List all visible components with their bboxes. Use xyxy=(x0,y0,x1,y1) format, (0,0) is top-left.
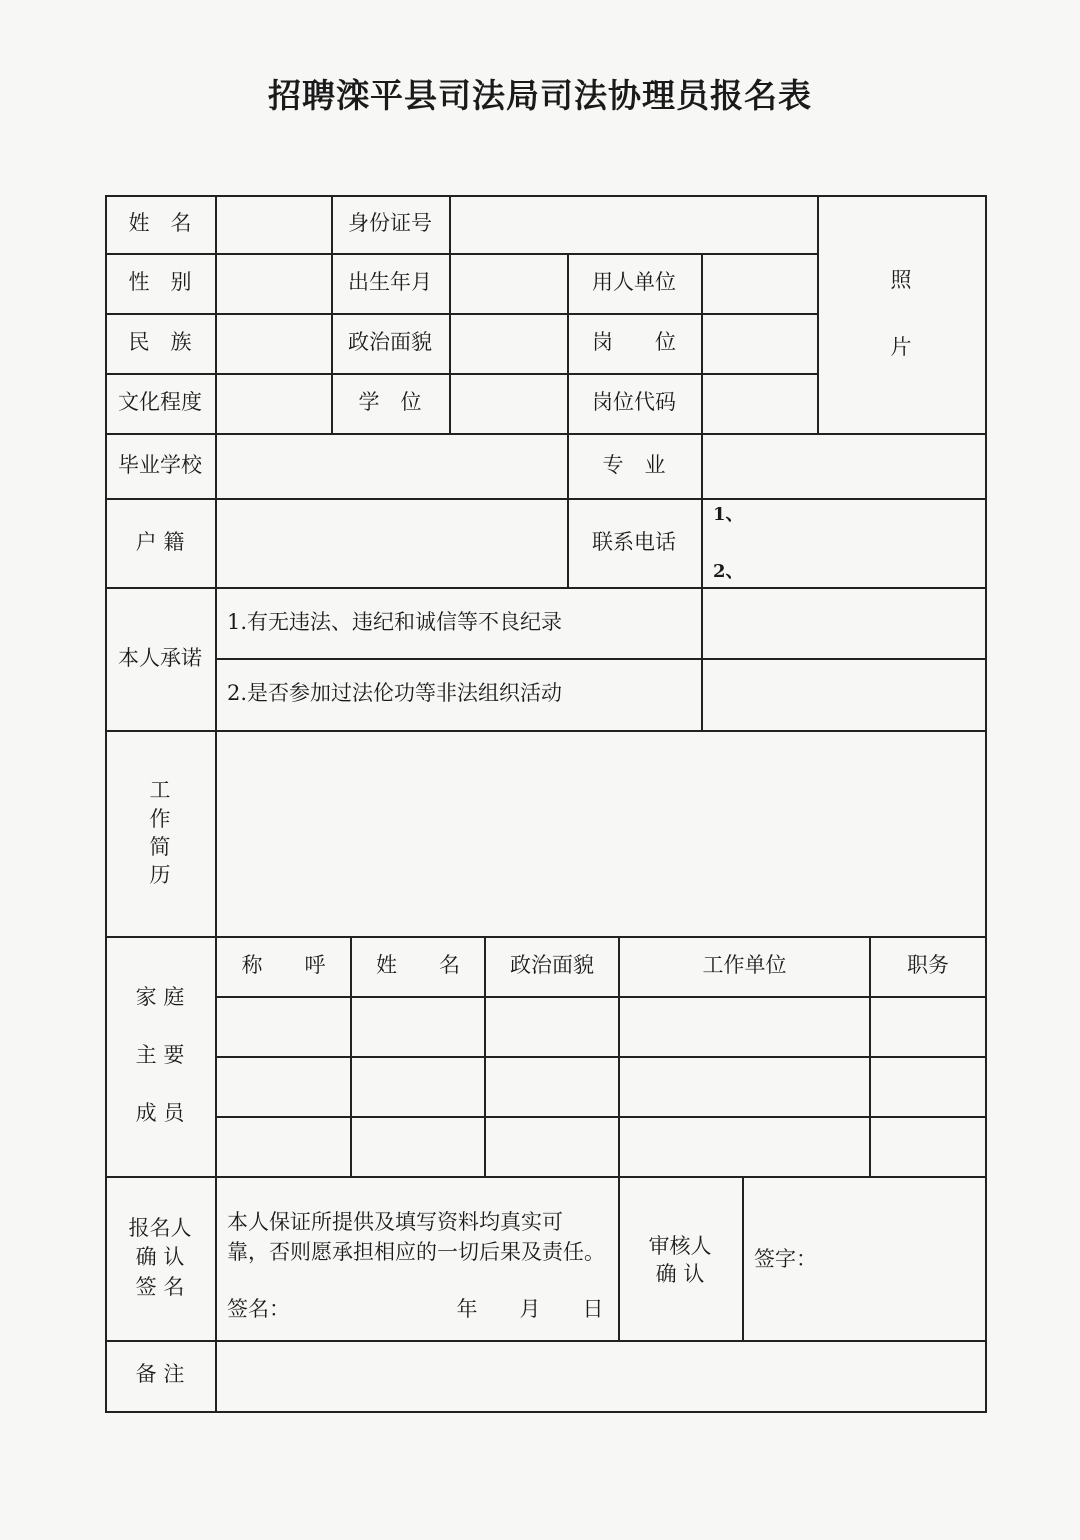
pledge-label: 本人承诺 xyxy=(118,645,202,670)
pledge-item-1: 1.有无违法、违纪和诚信等不良纪录 xyxy=(227,609,563,634)
sign-label: 签名： xyxy=(227,1297,290,1322)
resume-label: 工 作 简 历 xyxy=(149,778,171,888)
family-header-name: 姓 名 xyxy=(376,953,460,978)
family-header-employer: 工作单位 xyxy=(702,953,787,978)
post-label: 岗 位 xyxy=(592,330,676,355)
education-label: 文化程度 xyxy=(118,390,202,415)
date-label: 年 月 日 xyxy=(456,1297,604,1322)
remarks-label: 备 注 xyxy=(135,1362,185,1387)
phone-2-label: 2、 xyxy=(713,561,744,583)
family-header-position: 职务 xyxy=(907,953,949,978)
signature-label: 签字： xyxy=(754,1247,817,1272)
reviewer-confirm-label: 审核人 确 认 xyxy=(648,1233,712,1286)
gender-label: 性 别 xyxy=(128,270,192,295)
registration-form xyxy=(105,195,987,1413)
name-label: 姓 名 xyxy=(128,211,192,236)
guarantee-text: 本人保证所提供及填写资料均真实可 靠，否则愿承担相应的一切后果及责任。 xyxy=(227,1210,605,1265)
photo-label-2: 片 xyxy=(890,335,912,359)
ethnicity-label: 民 族 xyxy=(128,330,192,355)
photo-label-1: 照 xyxy=(890,267,912,292)
degree-label: 学 位 xyxy=(358,390,422,415)
applicant-confirm-label: 报名人 确 认 签 名 xyxy=(128,1215,192,1299)
form-title: 招聘滦平县司法局司法协理员报名表 xyxy=(268,76,812,115)
family-header-political: 政治面貌 xyxy=(510,953,594,978)
hukou-label: 户 籍 xyxy=(135,529,185,554)
phone-1-label: 1、 xyxy=(713,504,744,526)
birth-label: 出生年月 xyxy=(348,270,432,295)
photo-box[interactable] xyxy=(817,195,985,433)
school-label: 毕业学校 xyxy=(118,452,202,477)
phone-label: 联系电话 xyxy=(592,529,676,554)
major-label: 专 业 xyxy=(602,452,666,477)
id-number-label: 身份证号 xyxy=(348,211,432,236)
family-label: 家 庭 主 要 成 员 xyxy=(135,985,185,1125)
political-label: 政治面貌 xyxy=(348,330,432,355)
pledge-item-2: 2.是否参加过法伦功等非法组织活动 xyxy=(227,681,563,706)
employer-label: 用人单位 xyxy=(592,270,676,295)
family-header-relation: 称 呼 xyxy=(241,953,326,978)
post-code-label: 岗位代码 xyxy=(592,390,676,415)
